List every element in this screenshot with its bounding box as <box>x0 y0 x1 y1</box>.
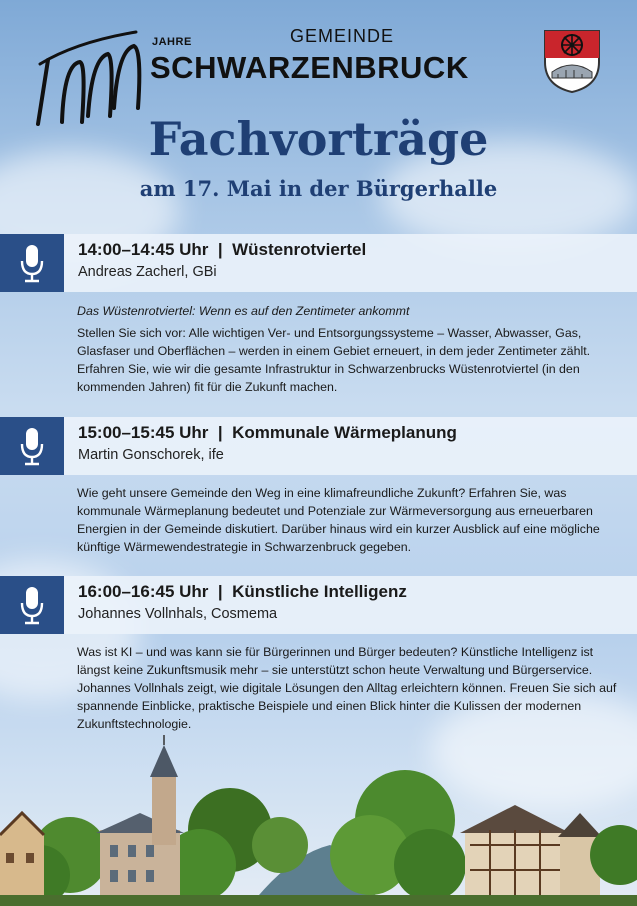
microphone-icon <box>0 234 64 292</box>
separator: | <box>217 423 223 442</box>
talk-speaker: Martin Gonschorek, ife <box>78 447 224 463</box>
page-subtitle: am 17. Mai in der Bürgerhalle <box>139 176 498 201</box>
separator: | <box>217 582 223 601</box>
page-title: Fachvorträge <box>148 112 489 166</box>
talk-topic: Künstliche Intelligenz <box>232 582 407 601</box>
microphone-icon <box>0 576 64 634</box>
talk-speaker: Johannes Vollnhals, Cosmema <box>78 606 278 622</box>
talk-time-title <box>78 582 637 602</box>
coat-of-arms-icon <box>542 28 602 94</box>
talk-topic: Kommunale Wärmeplanung <box>232 423 457 442</box>
talk-time: 16:00–16:45 Uhr <box>78 582 209 601</box>
talk-description <box>77 643 617 733</box>
talk-header <box>0 576 637 634</box>
talk-lead: Das Wüstenrotviertel: Wenn es auf den Zentimeter ankommt <box>77 304 410 318</box>
talk-text: Stellen Sie sich vor: Alle wichtigen Ver- und Entsorgungssysteme – Wasser, Abwasser, Gas, Glasfaser und Oberflächen – werden in einem Gebiet erneuert, in dem jeder Zentimeter zählt. Erfahren Sie, wie wir die gesamte Infrastruktur in Schwarzenbrucks Wüstenrotviertel (in den kommenden Jahren) fit für die Zukunft machen. <box>77 326 591 394</box>
gemeinde-label: GEMEINDE <box>290 26 395 46</box>
talk-time-title <box>78 423 637 443</box>
talk-topic: Wüstenrotviertel <box>232 240 367 259</box>
talk-text: Wie geht unsere Gemeinde den Weg in eine klimafreundliche Zukunft? Erfahren Sie, was kommunale Wärmeplanung bedeutet und Potenziale zur Wärmeversorgung aus erneuerbaren Energien in der Gemeinde diskutiert. Darüber hinaus wird ein kurzer Ausblick auf eine mögliche künftige Wärmewendestrategie in Schwarzenbruck gegeben. <box>77 486 600 554</box>
talk-description <box>77 484 617 556</box>
talk-speaker: Andreas Zacherl, GBi <box>78 264 217 280</box>
talk-time: 15:00–15:45 Uhr <box>78 423 209 442</box>
talk-time: 14:00–14:45 Uhr <box>78 240 209 259</box>
talk-header <box>0 234 637 292</box>
separator: | <box>217 240 223 259</box>
municipality-name: SCHWARZENBRUCK <box>150 50 469 85</box>
town-landscape-image <box>0 735 637 906</box>
microphone-icon <box>0 417 64 475</box>
jahre-label: JAHRE <box>152 36 192 48</box>
talk-header <box>0 417 637 475</box>
talk-description <box>77 302 617 396</box>
talk-text: Was ist KI – und was kann sie für Bürgerinnen und Bürger bedeuten? Künstliche Intelligenz ist längst keine Zukunftsmusik mehr – sie unterstützt schon heute Verwaltung und Bürgerservice. Johannes Vollnhals zeigt, wie digitale Lösungen den Alltag erleichtern können. Freuen Sie sich auf spannende Einblicke, praktische Beispiele und einen Blick hinter die Kulissen der modernen Zukunftstechnologie. <box>77 645 617 731</box>
talk-time-title <box>78 240 637 260</box>
